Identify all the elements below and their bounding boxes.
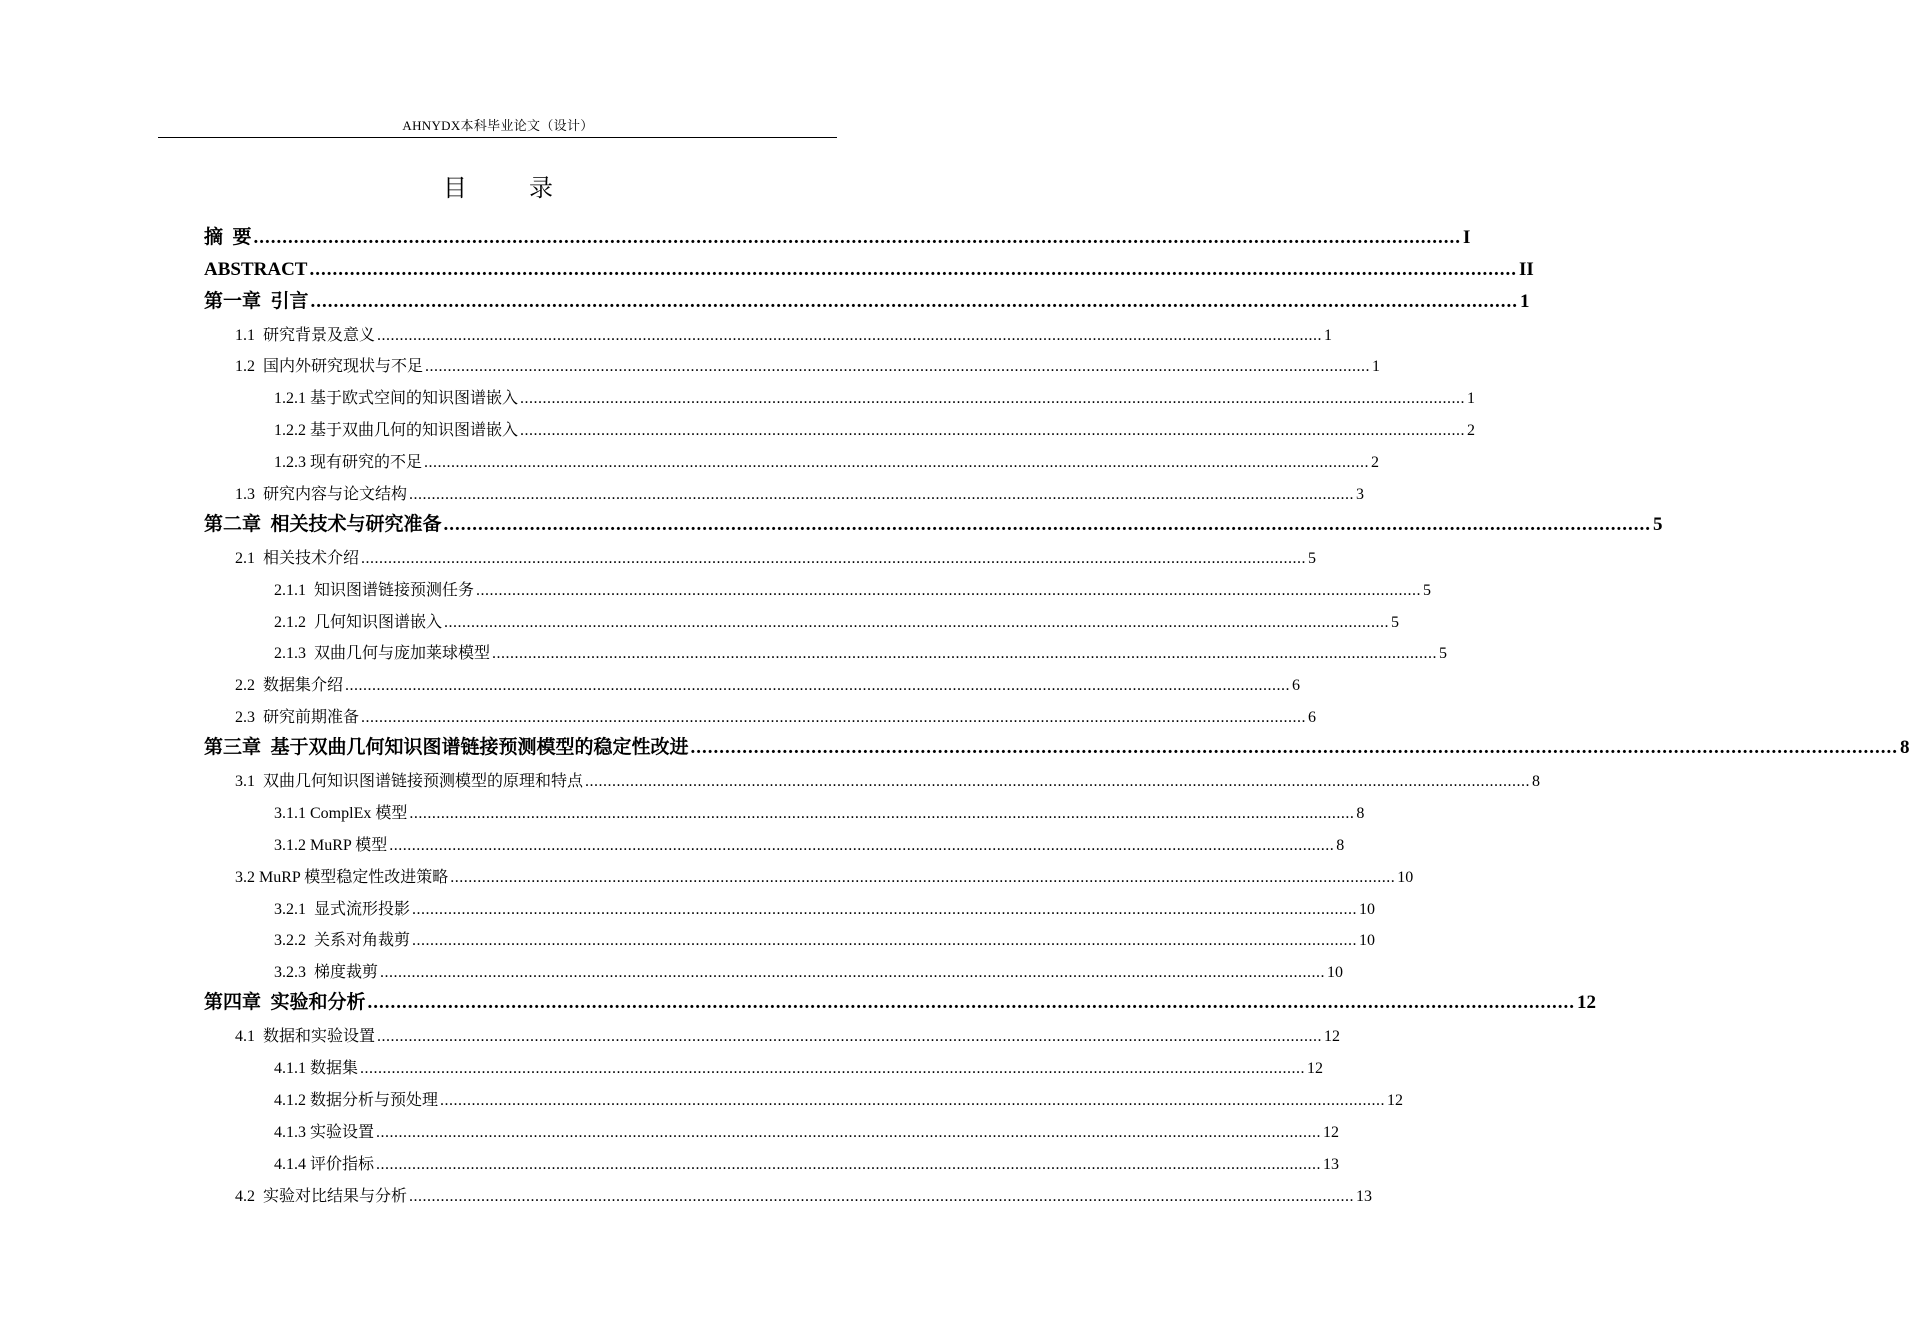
toc-subsection-entry[interactable] xyxy=(274,955,1344,987)
toc-section-entry[interactable] xyxy=(235,668,1301,700)
toc-entry-label: 1.3 研究内容与论文结构 xyxy=(235,486,408,504)
toc-chapter-entry[interactable] xyxy=(204,509,1663,541)
toc-page-number: 2 xyxy=(1371,454,1380,472)
toc-entry-label: 3.2.1 显式流形投影 xyxy=(274,900,411,918)
toc-page-number: 10 xyxy=(1359,900,1376,918)
toc-subsection-entry[interactable] xyxy=(274,637,1448,669)
toc-page-number: 8 xyxy=(1532,773,1541,791)
toc-page-number: 10 xyxy=(1327,964,1344,982)
toc-dot-leader: .................................................................................................................................................................................................................. xyxy=(409,1187,1355,1205)
toc-dot-leader: .................................................................................................................................................................................................................. xyxy=(389,836,1335,854)
toc-entry-label: 1.2 国内外研究现状与不足 xyxy=(235,358,424,376)
toc-page-number: II xyxy=(1518,258,1534,280)
toc-dot-leader: .................................................................................................................................................................................................................. xyxy=(310,290,1519,312)
toc-list xyxy=(0,222,1910,1211)
toc-dot-leader: .................................................................................................................................................................................................................. xyxy=(376,1123,1322,1141)
toc-dot-leader: .................................................................................................................................................................................................................. xyxy=(476,581,1422,599)
toc-dot-leader: .................................................................................................................................................................................................................. xyxy=(520,390,1466,408)
toc-page-number: 8 xyxy=(1900,737,1910,759)
toc-subsection-entry[interactable] xyxy=(274,413,1476,445)
toc-page-number: 3 xyxy=(1356,486,1365,504)
toc-page-number: 1 xyxy=(1372,358,1381,376)
toc-page-number: I xyxy=(1463,226,1471,248)
toc-subsection-entry[interactable] xyxy=(274,924,1376,956)
toc-section-entry[interactable] xyxy=(235,541,1317,573)
toc-chapter-entry[interactable] xyxy=(204,286,1530,318)
toc-subsection-entry[interactable] xyxy=(274,445,1380,477)
toc-dot-leader: .................................................................................................................................................................................................................. xyxy=(440,1091,1386,1109)
toc-page-number: 5 xyxy=(1439,645,1448,663)
toc-subsection-entry[interactable] xyxy=(274,828,1345,860)
toc-page-number: 12 xyxy=(1577,992,1597,1014)
toc-section-entry[interactable] xyxy=(235,860,1414,892)
toc-dot-leader: .................................................................................................................................................................................................................. xyxy=(425,358,1371,376)
toc-dot-leader: .................................................................................................................................................................................................................. xyxy=(309,258,1517,280)
toc-page-number: 12 xyxy=(1323,1123,1340,1141)
toc-entry-label: 4.1.3 实验设置 xyxy=(274,1123,375,1141)
toc-page-number: 10 xyxy=(1359,932,1376,950)
toc-entry-label: 3.1.1 ComplEx 模型 xyxy=(274,804,408,822)
toc-subsection-entry[interactable] xyxy=(274,573,1432,605)
toc-dot-leader: .................................................................................................................................................................................................................. xyxy=(690,737,1899,759)
toc-page-number: 5 xyxy=(1423,581,1432,599)
toc-entry-label: 2.1.3 双曲几何与庞加莱球模型 xyxy=(274,645,491,663)
toc-dot-leader: .................................................................................................................................................................................................................. xyxy=(376,1155,1322,1173)
toc-dot-leader: .................................................................................................................................................................................................................. xyxy=(377,1028,1323,1046)
toc-entry-label: 1.2.3 现有研究的不足 xyxy=(274,454,423,472)
toc-dot-leader: .................................................................................................................................................................................................................. xyxy=(361,709,1307,727)
toc-dot-leader: .................................................................................................................................................................................................................. xyxy=(412,900,1358,918)
toc-section-entry[interactable] xyxy=(235,350,1381,382)
toc-subsection-entry[interactable] xyxy=(274,796,1365,828)
toc-title: 目 录 xyxy=(443,176,581,202)
toc-chapter-entry[interactable] xyxy=(204,222,1471,254)
toc-chapter-entry[interactable] xyxy=(204,987,1597,1019)
toc-entry-label: 2.2 数据集介绍 xyxy=(235,677,344,695)
toc-page-number: 8 xyxy=(1356,804,1365,822)
toc-entry-label: 2.1.2 几何知识图谱嵌入 xyxy=(274,613,443,631)
toc-entry-label: 摘 要 xyxy=(204,226,252,248)
toc-entry-label: 2.1 相关技术介绍 xyxy=(235,549,360,567)
toc-dot-leader: .................................................................................................................................................................................................................. xyxy=(520,422,1466,440)
toc-subsection-entry[interactable] xyxy=(274,381,1476,413)
toc-page-number: 1 xyxy=(1324,326,1333,344)
toc-section-entry[interactable] xyxy=(235,764,1541,796)
toc-entry-label: 1.2.2 基于双曲几何的知识图谱嵌入 xyxy=(274,422,519,440)
running-header: AHNYDX本科毕业论文（设计） xyxy=(402,118,594,133)
toc-page-number: 1 xyxy=(1520,290,1530,312)
toc-entry-label: 3.2.2 关系对角裁剪 xyxy=(274,932,411,950)
toc-section-entry[interactable] xyxy=(235,477,1365,509)
toc-subsection-entry[interactable] xyxy=(274,1051,1324,1083)
toc-entry-label: 1.2.1 基于欧式空间的知识图谱嵌入 xyxy=(274,390,519,408)
toc-dot-leader: .................................................................................................................................................................................................................. xyxy=(367,992,1576,1014)
toc-page-number: 13 xyxy=(1356,1187,1373,1205)
toc-entry-label: 第四章 实验和分析 xyxy=(204,992,366,1014)
toc-entry-label: 3.1.2 MuRP 模型 xyxy=(274,836,388,854)
toc-dot-leader: .................................................................................................................................................................................................................. xyxy=(409,486,1355,504)
toc-dot-leader: .................................................................................................................................................................................................................. xyxy=(409,804,1355,822)
toc-dot-leader: .................................................................................................................................................................................................................. xyxy=(444,613,1390,631)
toc-entry-label: 4.1.4 评价指标 xyxy=(274,1155,375,1173)
toc-dot-leader: .................................................................................................................................................................................................................. xyxy=(443,513,1652,535)
toc-dot-leader: .................................................................................................................................................................................................................. xyxy=(492,645,1438,663)
toc-page-number: 2 xyxy=(1467,422,1476,440)
toc-page-number: 12 xyxy=(1307,1060,1324,1078)
toc-entry-label: 第一章 引言 xyxy=(204,290,309,312)
toc-entry-label: 第二章 相关技术与研究准备 xyxy=(204,513,442,535)
toc-dot-leader: .................................................................................................................................................................................................................. xyxy=(377,326,1323,344)
toc-entry-label: 3.2.3 梯度裁剪 xyxy=(274,964,379,982)
toc-chapter-entry[interactable] xyxy=(204,732,1910,764)
toc-entry-label: 4.1.1 数据集 xyxy=(274,1060,359,1078)
toc-dot-leader: .................................................................................................................................................................................................................. xyxy=(380,964,1326,982)
toc-entry-label: 3.2 MuRP 模型稳定性改进策略 xyxy=(235,868,449,886)
toc-entry-label: 第三章 基于双曲几何知识图谱链接预测模型的稳定性改进 xyxy=(204,737,689,759)
toc-subsection-entry[interactable] xyxy=(274,1147,1340,1179)
toc-dot-leader: .................................................................................................................................................................................................................. xyxy=(361,549,1307,567)
toc-section-entry[interactable] xyxy=(235,700,1317,732)
toc-chapter-entry[interactable] xyxy=(204,254,1534,286)
toc-page-number: 12 xyxy=(1387,1091,1404,1109)
toc-entry-label: 4.2 实验对比结果与分析 xyxy=(235,1187,408,1205)
toc-page-number: 5 xyxy=(1308,549,1317,567)
toc-section-entry[interactable] xyxy=(235,318,1333,350)
toc-dot-leader: .................................................................................................................................................................................................................. xyxy=(585,773,1531,791)
header-rule xyxy=(158,137,837,138)
toc-dot-leader: .................................................................................................................................................................................................................. xyxy=(450,868,1396,886)
toc-subsection-entry[interactable] xyxy=(274,1115,1340,1147)
toc-section-entry[interactable] xyxy=(235,1019,1341,1051)
toc-entry-label: 2.3 研究前期准备 xyxy=(235,709,360,727)
toc-entry-label: 1.1 研究背景及意义 xyxy=(235,326,376,344)
toc-entry-label: ABSTRACT xyxy=(204,258,308,280)
toc-dot-leader: .................................................................................................................................................................................................................. xyxy=(424,454,1370,472)
toc-subsection-entry[interactable] xyxy=(274,1083,1404,1115)
toc-dot-leader: .................................................................................................................................................................................................................. xyxy=(360,1060,1306,1078)
toc-page-number: 6 xyxy=(1292,677,1301,695)
toc-page-number: 6 xyxy=(1308,709,1317,727)
toc-subsection-entry[interactable] xyxy=(274,892,1376,924)
toc-section-entry[interactable] xyxy=(235,1179,1373,1211)
toc-entry-label: 2.1.1 知识图谱链接预测任务 xyxy=(274,581,475,599)
toc-page-number: 13 xyxy=(1323,1155,1340,1173)
toc-entry-label: 4.1 数据和实验设置 xyxy=(235,1028,376,1046)
toc-entry-label: 3.1 双曲几何知识图谱链接预测模型的原理和特点 xyxy=(235,773,584,791)
toc-page-number: 5 xyxy=(1653,513,1663,535)
toc-dot-leader: .................................................................................................................................................................................................................. xyxy=(345,677,1291,695)
toc-subsection-entry[interactable] xyxy=(274,605,1400,637)
toc-dot-leader: .................................................................................................................................................................................................................. xyxy=(412,932,1358,950)
toc-page-number: 5 xyxy=(1391,613,1400,631)
toc-entry-label: 4.1.2 数据分析与预处理 xyxy=(274,1091,439,1109)
toc-page-number: 10 xyxy=(1397,868,1414,886)
toc-page-number: 8 xyxy=(1336,836,1345,854)
toc-dot-leader: .................................................................................................................................................................................................................. xyxy=(253,226,1462,248)
toc-page-number: 12 xyxy=(1324,1028,1341,1046)
toc-page-number: 1 xyxy=(1467,390,1476,408)
